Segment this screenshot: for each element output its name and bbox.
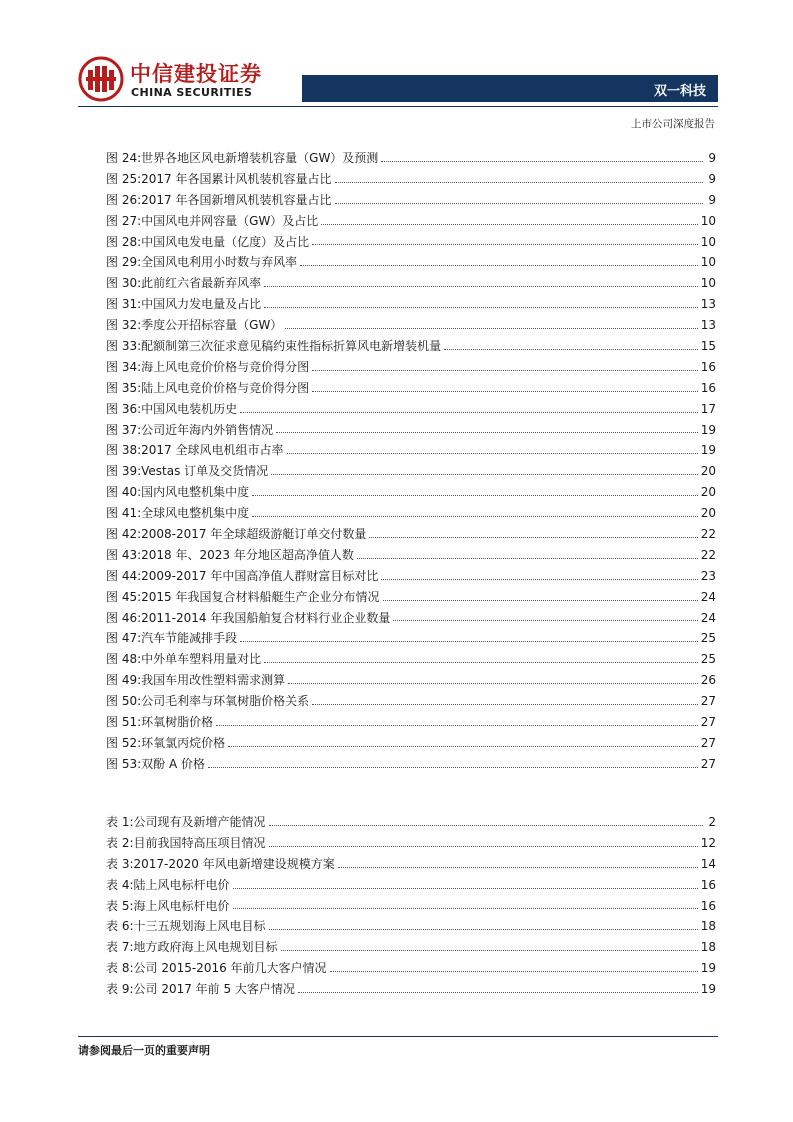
figure-toc-row[interactable] — [106, 170, 716, 191]
toc-entry-page: 12 — [700, 835, 716, 850]
figure-toc-row[interactable] — [106, 671, 716, 692]
brand-logo — [78, 56, 262, 102]
toc-entry-title: 公司近年海内外销售情况 — [141, 422, 274, 437]
figure-toc-row[interactable] — [106, 588, 716, 609]
toc-entry-page: 16 — [700, 898, 716, 913]
toc-entry-page: 25 — [700, 631, 716, 646]
figure-toc-row[interactable] — [106, 379, 716, 400]
figure-toc-row[interactable] — [106, 274, 716, 295]
toc-entry-label: 图 44: — [106, 568, 142, 583]
figure-toc-list — [106, 149, 716, 776]
toc-leader-dots — [369, 537, 697, 538]
logo-english-name: CHINA SECURITIES — [131, 86, 253, 99]
toc-entry-page: 9 — [708, 192, 716, 207]
table-toc-list — [106, 813, 716, 1001]
toc-entry-page: 19 — [700, 961, 716, 976]
toc-entry-title: 陆上风电竞价价格与竞价得分图 — [141, 380, 310, 395]
toc-entry-label: 图 45: — [106, 589, 142, 604]
figure-toc-row[interactable] — [106, 567, 716, 588]
toc-entry-title: 公司毛利率与环氧树脂价格关系 — [141, 694, 310, 709]
figure-toc-row[interactable] — [106, 191, 716, 212]
toc-leader-dots — [321, 224, 697, 225]
toc-entry-title: Vestas 订单及交货情况 — [141, 464, 269, 479]
toc-entry-label: 图 38: — [106, 443, 142, 458]
toc-entry-label: 图 24: — [106, 151, 142, 165]
report-type: 上市公司深度报告 — [631, 118, 715, 130]
toc-leader-dots — [233, 908, 698, 909]
toc-entry-label: 图 29: — [106, 255, 142, 270]
toc-entry-label: 图 30: — [106, 276, 142, 291]
figure-toc-row[interactable] — [106, 483, 716, 504]
toc-leader-dots — [312, 370, 698, 371]
toc-entry-title: 全国风电利用小时数与弃风率 — [141, 255, 298, 270]
figure-toc-row[interactable] — [106, 295, 716, 316]
header-bar — [302, 75, 718, 102]
toc-entry-title: 双酚 A 价格 — [141, 756, 205, 771]
china-securities-logo-icon — [78, 56, 124, 102]
footer-divider — [78, 1036, 718, 1037]
toc-entry-title: 我国车用改性塑料需求测算 — [141, 673, 286, 688]
toc-leader-dots — [335, 182, 704, 183]
toc-entry-title: 全球风电整机集中度 — [141, 506, 250, 521]
toc-leader-dots — [208, 767, 698, 768]
toc-entry-title: 公司 2015-2016 年前几大客户情况 — [133, 961, 327, 976]
toc-entry-page: 27 — [700, 756, 716, 771]
toc-entry-title: 配额制第三次征求意见稿约束性指标折算风电新增装机量 — [141, 339, 442, 354]
toc-entry-page: 14 — [700, 856, 716, 871]
toc-entry-page: 24 — [700, 610, 716, 625]
figure-toc-row[interactable] — [106, 734, 716, 755]
table-toc-row[interactable] — [106, 834, 716, 855]
figure-toc-row[interactable] — [106, 755, 716, 776]
toc-leader-dots — [312, 244, 698, 245]
toc-entry-title: 国内风电整机集中度 — [141, 485, 250, 500]
toc-leader-dots — [312, 704, 698, 705]
toc-entry-page: 9 — [708, 171, 716, 186]
toc-leader-dots — [285, 328, 697, 329]
figure-toc-row[interactable] — [106, 609, 716, 630]
figure-toc-row[interactable] — [106, 692, 716, 713]
toc-leader-dots — [381, 161, 703, 162]
toc-leader-dots — [330, 971, 698, 972]
toc-entry-page: 18 — [700, 940, 716, 955]
toc-entry-label: 图 35: — [106, 380, 142, 395]
toc-entry-title: 中国风力发电量及占比 — [141, 297, 262, 312]
toc-entry-label: 表 3: — [106, 856, 134, 871]
toc-entry-page: 25 — [700, 652, 716, 667]
figure-toc-row[interactable] — [106, 400, 716, 421]
toc-entry-page: 27 — [700, 715, 716, 730]
toc-entry-label: 图 32: — [106, 318, 142, 333]
toc-leader-dots — [300, 265, 698, 266]
toc-entry-title: 世界各地区风电新增装机容量（GW）及预测 — [141, 151, 379, 165]
toc-entry-label: 表 6: — [106, 919, 134, 934]
toc-entry-label: 图 25: — [106, 171, 142, 186]
toc-entry-label: 表 2: — [106, 835, 134, 850]
table-toc-row[interactable] — [106, 876, 716, 897]
figure-toc-row[interactable] — [106, 441, 716, 462]
toc-entry-page: 20 — [700, 506, 716, 521]
toc-entry-title: 环氧氯丙烷价格 — [141, 735, 226, 750]
figure-toc-row[interactable] — [106, 316, 716, 337]
toc-entry-title: 地方政府海上风电规划目标 — [133, 940, 278, 955]
toc-entry-label: 图 36: — [106, 401, 142, 416]
toc-leader-dots — [264, 307, 698, 308]
table-toc-row[interactable] — [106, 813, 716, 834]
toc-entry-page: 27 — [700, 735, 716, 750]
figure-toc-row[interactable] — [106, 149, 716, 170]
toc-entry-page: 19 — [700, 443, 716, 458]
toc-entry-title: 2011-2014 年我国船舶复合材料行业企业数量 — [141, 610, 391, 625]
toc-entry-title: 中国风电发电量（亿度）及占比 — [141, 234, 310, 249]
toc-entry-label: 图 51: — [106, 715, 142, 730]
toc-leader-dots — [252, 516, 698, 517]
logo-chinese-name: 中信建投证券 — [130, 62, 262, 86]
toc-entry-label: 表 5: — [106, 898, 134, 913]
toc-entry-title: 2015 年我国复合材料船艇生产企业分布情况 — [141, 589, 380, 604]
toc-leader-dots — [271, 474, 698, 475]
figure-toc-row[interactable] — [106, 462, 716, 483]
toc-entry-label: 图 39: — [106, 464, 142, 479]
toc-entry-title: 2017 全球风电机组市占率 — [141, 443, 284, 458]
toc-entry-page: 19 — [700, 982, 716, 997]
figure-toc-row[interactable] — [106, 212, 716, 233]
toc-entry-title: 季度公开招标容量（GW） — [141, 318, 283, 333]
toc-leader-dots — [288, 683, 698, 684]
toc-entry-label: 图 33: — [106, 339, 142, 354]
toc-entry-page: 16 — [700, 380, 716, 395]
toc-leader-dots — [338, 867, 698, 868]
toc-leader-dots — [298, 992, 698, 993]
toc-entry-label: 图 50: — [106, 694, 142, 709]
toc-entry-title: 公司 2017 年前 5 大客户情况 — [133, 982, 295, 997]
toc-leader-dots — [335, 203, 704, 204]
toc-entry-label: 图 28: — [106, 234, 142, 249]
toc-leader-dots — [383, 600, 698, 601]
toc-entry-title: 中外单车塑料用量对比 — [141, 652, 262, 667]
table-toc-row[interactable] — [106, 938, 716, 959]
figure-toc-row[interactable] — [106, 546, 716, 567]
page-header — [0, 0, 793, 140]
toc-entry-title: 汽车节能减排手段 — [141, 631, 238, 646]
table-toc-row[interactable] — [106, 855, 716, 876]
toc-entry-title: 2018 年、2023 年分地区超高净值人数 — [141, 547, 354, 562]
toc-entry-label: 图 53: — [106, 756, 142, 771]
figure-toc-row[interactable] — [106, 337, 716, 358]
table-toc-row[interactable] — [106, 980, 716, 1001]
figure-toc-row[interactable] — [106, 629, 716, 650]
toc-leader-dots — [233, 888, 698, 889]
footer-disclaimer: 请参阅最后一页的重要声明 — [78, 1044, 210, 1057]
toc-entry-label: 图 52: — [106, 735, 142, 750]
toc-entry-page: 18 — [700, 919, 716, 934]
toc-entry-page: 22 — [700, 547, 716, 562]
figure-toc-row[interactable] — [106, 713, 716, 734]
toc-entry-label: 图 40: — [106, 485, 142, 500]
toc-entry-title: 海上风电竞价价格与竞价得分图 — [141, 359, 310, 374]
toc-entry-title: 陆上风电标杆电价 — [133, 877, 230, 892]
toc-entry-label: 图 34: — [106, 359, 142, 374]
toc-entry-title: 2008-2017 年全球超级游艇订单交付数量 — [141, 527, 367, 542]
toc-entry-label: 表 4: — [106, 877, 134, 892]
toc-leader-dots — [264, 662, 698, 663]
toc-entry-title: 十三五规划海上风电目标 — [133, 919, 266, 934]
company-name: 双一科技 — [653, 84, 706, 99]
toc-leader-dots — [444, 349, 698, 350]
toc-leader-dots — [287, 453, 698, 454]
table-toc-row[interactable] — [106, 897, 716, 918]
toc-leader-dots — [240, 641, 698, 642]
toc-entry-page: 20 — [700, 485, 716, 500]
toc-entry-label: 表 7: — [106, 940, 134, 955]
toc-entry-page: 16 — [700, 359, 716, 374]
toc-entry-title: 环氧树脂价格 — [141, 715, 214, 730]
toc-entry-label: 表 9: — [106, 982, 134, 997]
figure-toc-row[interactable] — [106, 650, 716, 671]
figure-toc-row[interactable] — [106, 504, 716, 525]
toc-entry-page: 17 — [700, 401, 716, 416]
toc-leader-dots — [240, 412, 698, 413]
table-toc-row[interactable] — [106, 917, 716, 938]
figure-toc-row[interactable] — [106, 358, 716, 379]
toc-leader-dots — [252, 495, 698, 496]
toc-entry-label: 图 48: — [106, 652, 142, 667]
toc-entry-title: 2017 年各国累计风机装机容量占比 — [141, 171, 332, 186]
table-toc-row[interactable] — [106, 959, 716, 980]
toc-entry-label: 图 31: — [106, 297, 142, 312]
toc-entry-page: 23 — [700, 568, 716, 583]
figure-toc-row[interactable] — [106, 233, 716, 254]
figure-toc-row[interactable] — [106, 253, 716, 274]
toc-entry-page: 15 — [700, 339, 716, 354]
toc-entry-title: 中国风电并网容量（GW）及占比 — [141, 213, 319, 228]
toc-entry-page: 16 — [700, 877, 716, 892]
toc-entry-title: 2017 年各国新增风机装机容量占比 — [141, 192, 332, 207]
toc-entry-label: 表 1: — [106, 815, 134, 829]
toc-leader-dots — [269, 825, 703, 826]
toc-entry-page: 13 — [700, 297, 716, 312]
toc-entry-label: 图 47: — [106, 631, 142, 646]
toc-entry-page: 10 — [700, 213, 716, 228]
toc-entry-page: 19 — [700, 422, 716, 437]
toc-leader-dots — [357, 558, 698, 559]
toc-entry-page: 10 — [700, 255, 716, 270]
figure-toc-row[interactable] — [106, 525, 716, 546]
toc-leader-dots — [312, 391, 698, 392]
toc-entry-label: 图 43: — [106, 547, 142, 562]
toc-entry-label: 图 46: — [106, 610, 142, 625]
toc-entry-page: 2 — [708, 815, 716, 829]
toc-entry-title: 此前红六省最新弃风率 — [141, 276, 262, 291]
toc-entry-page: 9 — [708, 151, 716, 165]
toc-entry-title: 目前我国特高压项目情况 — [133, 835, 266, 850]
toc-leader-dots — [228, 746, 698, 747]
toc-entry-page: 13 — [700, 318, 716, 333]
toc-entry-label: 图 27: — [106, 213, 142, 228]
toc-entry-label: 图 42: — [106, 527, 142, 542]
toc-entry-label: 图 26: — [106, 192, 142, 207]
toc-entry-label: 表 8: — [106, 961, 134, 976]
toc-leader-dots — [281, 950, 698, 951]
toc-entry-page: 22 — [700, 527, 716, 542]
toc-entry-label: 图 37: — [106, 422, 142, 437]
toc-entry-page: 20 — [700, 464, 716, 479]
toc-leader-dots — [264, 286, 698, 287]
toc-entry-title: 2017-2020 年风电新增建设规模方案 — [133, 856, 335, 871]
header-divider — [78, 106, 718, 107]
toc-leader-dots — [269, 929, 698, 930]
toc-entry-title: 公司现有及新增产能情况 — [133, 815, 266, 829]
toc-leader-dots — [393, 620, 697, 621]
toc-leader-dots — [381, 579, 697, 580]
toc-entry-label: 图 41: — [106, 506, 142, 521]
toc-entry-title: 2009-2017 年中国高净值人群财富目标对比 — [141, 568, 379, 583]
toc-entry-label: 图 49: — [106, 673, 142, 688]
toc-entry-page: 24 — [700, 589, 716, 604]
toc-leader-dots — [269, 846, 698, 847]
toc-entry-page: 27 — [700, 694, 716, 709]
toc-leader-dots — [216, 725, 698, 726]
toc-entry-page: 26 — [700, 673, 716, 688]
figure-toc-row[interactable] — [106, 421, 716, 442]
toc-leader-dots — [276, 432, 698, 433]
toc-entry-title: 海上风电标杆电价 — [133, 898, 230, 913]
toc-entry-page: 10 — [700, 234, 716, 249]
toc-entry-title: 中国风电装机历史 — [141, 401, 238, 416]
toc-entry-page: 10 — [700, 276, 716, 291]
